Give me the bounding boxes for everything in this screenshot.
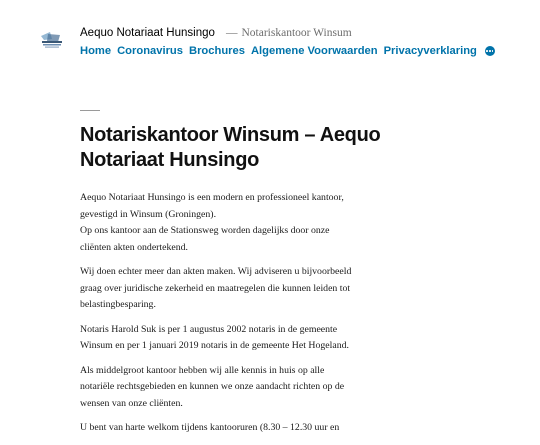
text-line: belastingbesparing. <box>80 299 156 310</box>
site-header <box>0 0 540 100</box>
site-title[interactable]: Aequo Notariaat Hunsingo <box>80 27 215 39</box>
paragraph-notary <box>80 322 380 355</box>
nav-item-algemene-voorwaarden[interactable]: Algemene Voorwaarden <box>250 45 378 57</box>
title-separator: — <box>226 27 238 39</box>
nav-item-privacyverklaring[interactable]: Privacyverklaring <box>383 45 477 57</box>
text-line: Winsum en per 1 januari 2019 notaris in de gemeente Het Hogeland. <box>80 340 349 351</box>
text-line: Aequo Notariaat Hunsingo is een modern en professioneel kantoor, <box>80 192 344 203</box>
page-title <box>80 123 420 173</box>
text-line: Als middelgroot kantoor hebben wij alle kennis in huis op alle <box>80 364 325 376</box>
text-line: U bent van harte welkom tijdens kantooruren (8.30 – 12.30 uur en <box>80 422 340 433</box>
text-line: cliënten akten ondertekend. <box>80 241 188 253</box>
text-line: graag over juridische zekerheid en maatregelen die kunnen leiden tot <box>80 282 351 294</box>
text-line: Notaris Harold Suk is per 1 augustus 2002 notaris in de gemeente <box>80 323 338 335</box>
text-line: wensen van onze cliënten. <box>80 397 183 409</box>
aequo-logo-icon[interactable] <box>38 30 66 50</box>
title-divider <box>80 110 100 111</box>
paragraph-advice <box>80 264 380 314</box>
site-description <box>226 27 352 39</box>
nav-item-home[interactable]: Home <box>80 45 112 57</box>
text-line: Op ons kantoor aan de Stationsweg worden dagelijks door onze <box>80 225 330 236</box>
page-title-line-2: Notariaat Hunsingo <box>80 149 260 171</box>
nav-item-brochures[interactable]: Brochures <box>189 45 245 57</box>
text-line: notariële rechtsgebieden en kunnen we onze aandacht richten op de <box>80 381 345 392</box>
paragraph-intro <box>80 190 380 256</box>
more-dots-icon[interactable] <box>485 46 495 56</box>
page-title-line-1: Notariskantoor Winsum – Aequo <box>80 124 381 146</box>
paragraph-office <box>80 363 380 413</box>
site-tagline: Notariskantoor Winsum <box>241 27 352 39</box>
entry-content <box>80 190 380 445</box>
paragraph-welcome <box>80 420 380 437</box>
nav-item-coronavirus[interactable]: Coronavirus <box>117 45 183 57</box>
text-line: gevestigd in Winsum (Groningen). <box>80 208 217 220</box>
primary-menu <box>80 43 495 59</box>
text-line: Wij doen echter meer dan akten maken. Wij adviseren u bijvoorbeeld <box>80 266 352 277</box>
